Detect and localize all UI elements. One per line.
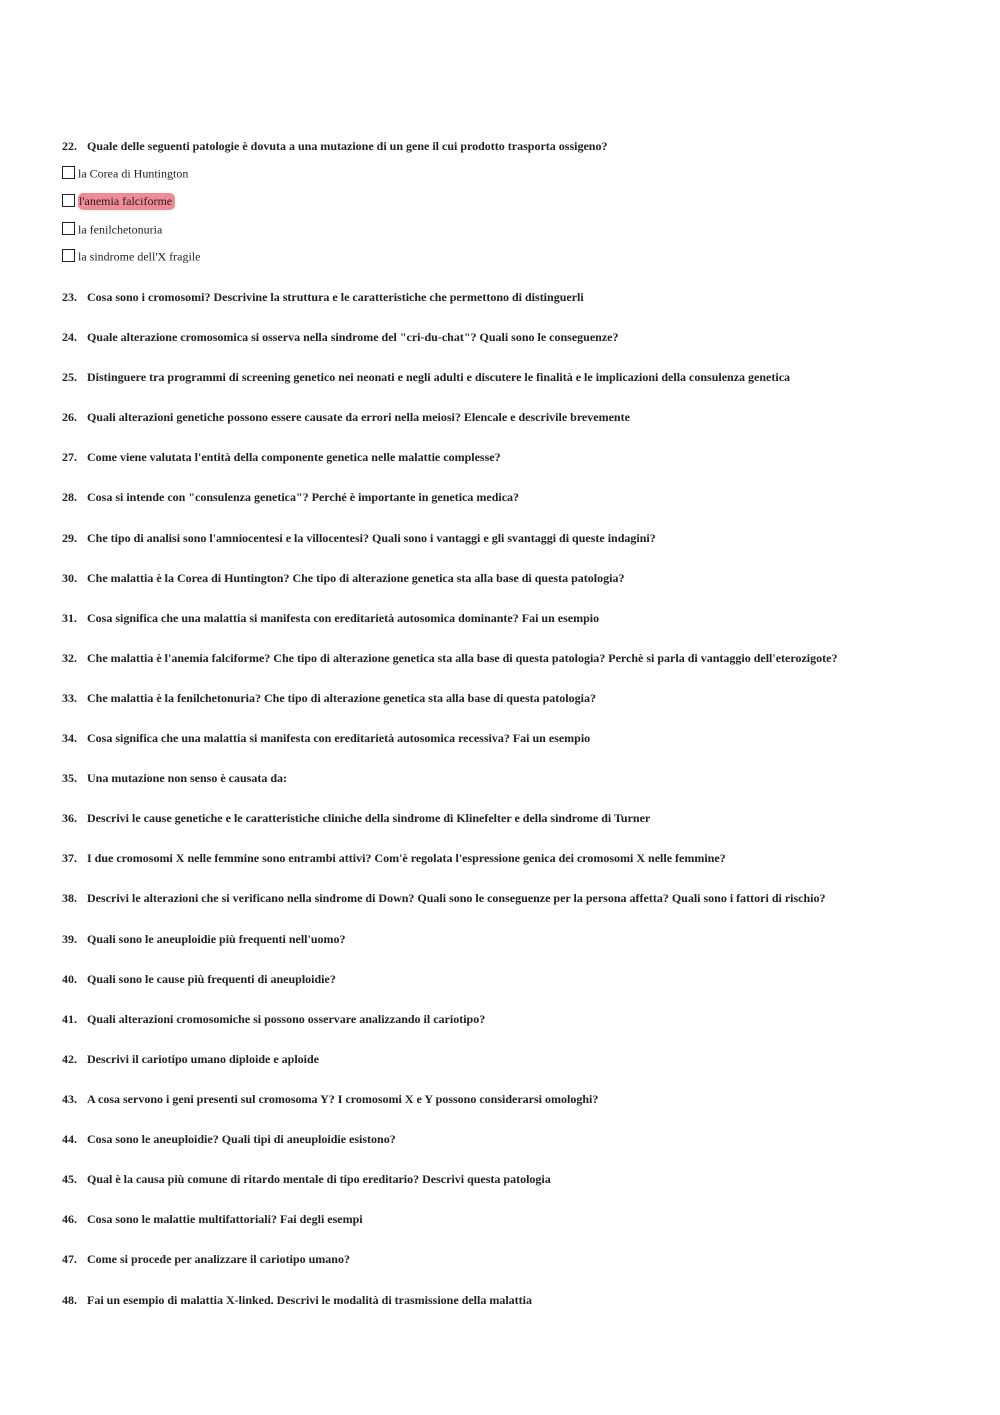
question-number: 48. [62, 1293, 77, 1307]
option-label: la Corea di Huntington [78, 166, 189, 181]
question-number: 28. [62, 490, 77, 504]
question-number: 30. [62, 571, 77, 585]
question-number: 41. [62, 1012, 77, 1026]
question-33 [62, 691, 596, 705]
question-37 [62, 851, 726, 865]
question-number: 22. [62, 139, 77, 153]
question-number: 40. [62, 972, 77, 986]
option-checkbox[interactable] [62, 222, 75, 235]
question-text: Descrivi le cause genetiche e le caratteristiche cliniche della sindrome di Klinefelter e della sindrome di Turner [87, 811, 651, 825]
question-number: 31. [62, 611, 77, 625]
question-text: Una mutazione non senso è causata da: [87, 771, 288, 785]
question-40 [62, 972, 336, 986]
question-text: Cosa sono le malattie multifattoriali? Fai degli esempi [87, 1212, 363, 1226]
question-42 [62, 1052, 319, 1066]
question-22 [62, 139, 607, 153]
question-number: 38. [62, 891, 77, 905]
question-text: Cosa si intende con "consulenza genetica"? Perché è importante in genetica medica? [87, 490, 520, 504]
question-27 [62, 450, 501, 464]
question-45 [62, 1172, 551, 1186]
question-text: Quali alterazioni genetiche possono essere causate da errori nella meiosi? Elencale e descrivile brevemente [87, 410, 630, 424]
option-checkbox[interactable] [62, 194, 75, 207]
question-26 [62, 410, 630, 424]
question-number: 32. [62, 651, 77, 665]
question-text: Cosa sono le aneuploidie? Quali tipi di aneuploidie esistono? [87, 1132, 396, 1146]
question-29 [62, 531, 656, 545]
option-label: la sindrome dell'X fragile [78, 249, 201, 264]
option-x-fragile[interactable] [62, 247, 200, 263]
question-text: Cosa sono i cromosomi? Descrivine la struttura e le caratteristiche che permettono di distinguerli [87, 290, 584, 304]
question-number: 33. [62, 691, 77, 705]
question-number: 39. [62, 932, 77, 946]
highlighted-option-label: l'anemia falciforme [78, 193, 175, 210]
question-number: 34. [62, 731, 77, 745]
question-44 [62, 1132, 396, 1146]
question-text: Fai un esempio di malattia X-linked. Descrivi le modalità di trasmissione della malattia [87, 1293, 532, 1307]
question-28 [62, 490, 519, 504]
option-fenilchetonuria[interactable] [62, 220, 162, 236]
question-23 [62, 290, 584, 304]
question-47 [62, 1252, 350, 1266]
question-number: 47. [62, 1252, 77, 1266]
question-36 [62, 811, 650, 825]
question-number: 44. [62, 1132, 77, 1146]
question-text: Che malattia è la fenilchetonuria? Che tipo di alterazione genetica sta alla base di questa patologia? [87, 691, 596, 705]
question-39 [62, 932, 346, 946]
question-text: Descrivi le alterazioni che si verificano nella sindrome di Down? Quali sono le conseguenze per la persona affetta? Quali sono i fattori di rischio? [87, 891, 826, 905]
question-41 [62, 1012, 485, 1026]
question-text: Che malattia è la Corea di Huntington? Che tipo di alterazione genetica sta alla base di questa patologia? [87, 571, 625, 585]
question-46 [62, 1212, 363, 1226]
question-text: Cosa significa che una malattia si manifesta con ereditarietà autosomica dominante? Fai un esempio [87, 611, 600, 625]
question-31 [62, 611, 599, 625]
question-24 [62, 330, 619, 344]
question-text: Come si procede per analizzare il cariotipo umano? [87, 1252, 350, 1266]
option-anemia-falciforme[interactable] [62, 192, 175, 208]
question-number: 29. [62, 531, 77, 545]
question-text: Quali sono le aneuploidie più frequenti nell'uomo? [87, 932, 346, 946]
question-text: I due cromosomi X nelle femmine sono entrambi attivi? Com'è regolata l'espressione genica dei cromosomi X nelle femmine? [87, 851, 726, 865]
question-34 [62, 731, 590, 745]
question-text: Distinguere tra programmi di screening genetico nei neonati e negli adulti e discutere le finalità e le implicazioni della consulenza genetica [87, 370, 791, 384]
question-number: 36. [62, 811, 77, 825]
question-text: Quale delle seguenti patologie è dovuta a una mutazione di un gene il cui prodotto trasporta ossigeno? [87, 139, 608, 153]
question-25 [62, 370, 790, 384]
question-text: Quali alterazioni cromosomiche si possono osservare analizzando il cariotipo? [87, 1012, 486, 1026]
question-text: Che malattia è l'anemia falciforme? Che tipo di alterazione genetica sta alla base di questa patologia? Perchè si parla di vantaggio dell'eterozigote? [87, 651, 838, 665]
question-number: 23. [62, 290, 77, 304]
question-number: 26. [62, 410, 77, 424]
option-checkbox[interactable] [62, 166, 75, 179]
question-text: Quali sono le cause più frequenti di aneuploidie? [87, 972, 336, 986]
question-text: Descrivi il cariotipo umano diploide e aploide [87, 1052, 320, 1066]
question-35 [62, 771, 287, 785]
question-48 [62, 1293, 532, 1307]
option-corea-huntington[interactable] [62, 164, 188, 180]
question-number: 24. [62, 330, 77, 344]
question-text: Cosa significa che una malattia si manifesta con ereditarietà autosomica recessiva? Fai un esempio [87, 731, 591, 745]
question-30 [62, 571, 624, 585]
question-number: 42. [62, 1052, 77, 1066]
question-number: 25. [62, 370, 77, 384]
question-38 [62, 891, 826, 905]
option-checkbox[interactable] [62, 249, 75, 262]
question-number: 43. [62, 1092, 77, 1106]
question-text: Come viene valutata l'entità della componente genetica nelle malattie complesse? [87, 450, 501, 464]
question-text: A cosa servono i geni presenti sul cromosoma Y? I cromosomi X e Y possono considerarsi omologhi? [87, 1092, 599, 1106]
question-number: 46. [62, 1212, 77, 1226]
option-label: la fenilchetonuria [78, 222, 163, 237]
question-number: 45. [62, 1172, 77, 1186]
question-43 [62, 1092, 598, 1106]
question-32 [62, 651, 837, 665]
question-text: Quale alterazione cromosomica si osserva nella sindrome del "cri-du-chat"? Quali sono le conseguenze? [87, 330, 619, 344]
question-number: 35. [62, 771, 77, 785]
question-number: 37. [62, 851, 77, 865]
question-text: Qual è la causa più comune di ritardo mentale di tipo ereditario? Descrivi questa patologia [87, 1172, 551, 1186]
question-number: 27. [62, 450, 77, 464]
question-text: Che tipo di analisi sono l'amniocentesi e la villocentesi? Quali sono i vantaggi e gli svantaggi di queste indagini? [87, 531, 656, 545]
